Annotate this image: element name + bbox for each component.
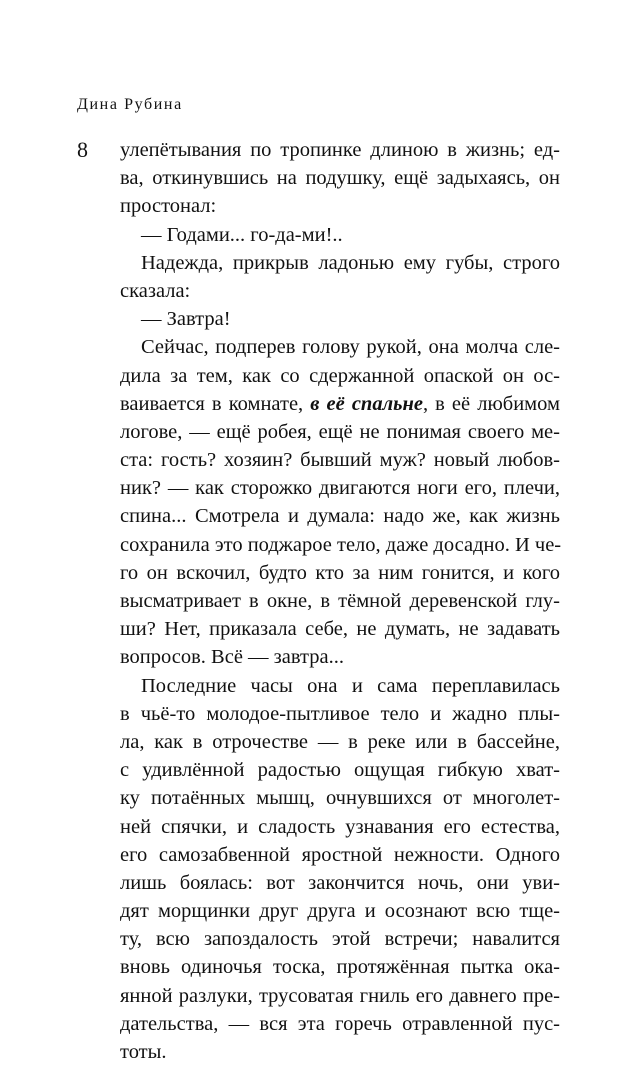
text-line: дила за тем, как со сдержанной опаской он ос- <box>120 364 560 387</box>
text-line: спина... Смотрела и думала: надо же, как жизнь <box>120 505 560 528</box>
text-line-with-emphasis <box>120 390 560 418</box>
text-line: сохранила это поджарое тело, даже досадно. И че- <box>120 533 562 556</box>
text-line: ста: гость? хозяин? бывший муж? новый любов- <box>120 449 560 472</box>
text-line: с удивлённой радостью ощущая гибкую хват- <box>120 759 560 782</box>
text-line: го он вскочил, будто кто за ним гонится, и кого <box>120 561 560 584</box>
emphasized-phrase: в её спальне <box>310 392 423 415</box>
text-line: ней спячки, и сладость узнавания его естества, <box>120 815 560 838</box>
text-line: Сейчас, подперев голову рукой, она молча сле- <box>141 336 560 359</box>
text-line: лишь боялась: вот закончится ночь, они уви- <box>120 871 560 894</box>
text-line: ва, откинувшись на подушку, ещё задыхаясь, он <box>120 167 560 190</box>
text-line: сказала: <box>120 279 191 302</box>
text-line: ник? — как сторожко двигаются ноги его, плечи, <box>120 477 560 500</box>
text-line: дательства, — вся эта горечь отравленной пус- <box>120 1012 560 1035</box>
text-line: янной разлуки, трусоватая гниль его давнего пре- <box>120 984 560 1007</box>
text-line-part: , в её любимом <box>422 392 560 415</box>
page-number: 8 <box>77 137 88 162</box>
text-line-part: ваивается в комнате, <box>120 392 311 415</box>
text-line: ла, как в отрочестве — в реке или в бассейне, <box>120 730 560 753</box>
text-line: высматривает в окне, в тёмной деревенской глу- <box>120 590 560 612</box>
text-line: вновь одиночья тоска, протяжённая пытка ока- <box>120 956 560 979</box>
text-line: ши? Нет, приказала себе, не думать, не задавать <box>120 618 560 641</box>
text-line: логове, — ещё робея, ещё не понимая своего ме- <box>120 420 560 443</box>
text-line: Надежда, прикрыв ладонью ему губы, строго <box>141 251 560 274</box>
text-line: улепётывания по тропинке длиною в жизнь; ед- <box>120 139 560 161</box>
text-line: — Завтра! <box>141 308 231 331</box>
text-line: в чьё-то молодое-пытливое тело и жадно плы- <box>120 702 560 725</box>
text-line: — Годами... го-да-ми!.. <box>141 223 343 246</box>
text-line: ку потаённых мышц, очнувшихся от многолет- <box>120 787 560 810</box>
running-head: Дина Рубина <box>77 96 183 113</box>
text-line: ту, всю запоздалость этой встречи; навалится <box>120 928 560 951</box>
text-line: простонал: <box>120 195 217 218</box>
text-line: тоты. <box>120 1041 167 1063</box>
text-line: его самозабвенной яростной нежности. Одного <box>120 843 560 866</box>
body-text <box>120 136 560 1066</box>
text-line: дят морщинки друг друга и осознают всю тще- <box>120 900 560 923</box>
text-line: Последние часы она и сама переплавилась <box>141 674 560 697</box>
text-line: вопросов. Всё — завтра... <box>120 646 344 669</box>
